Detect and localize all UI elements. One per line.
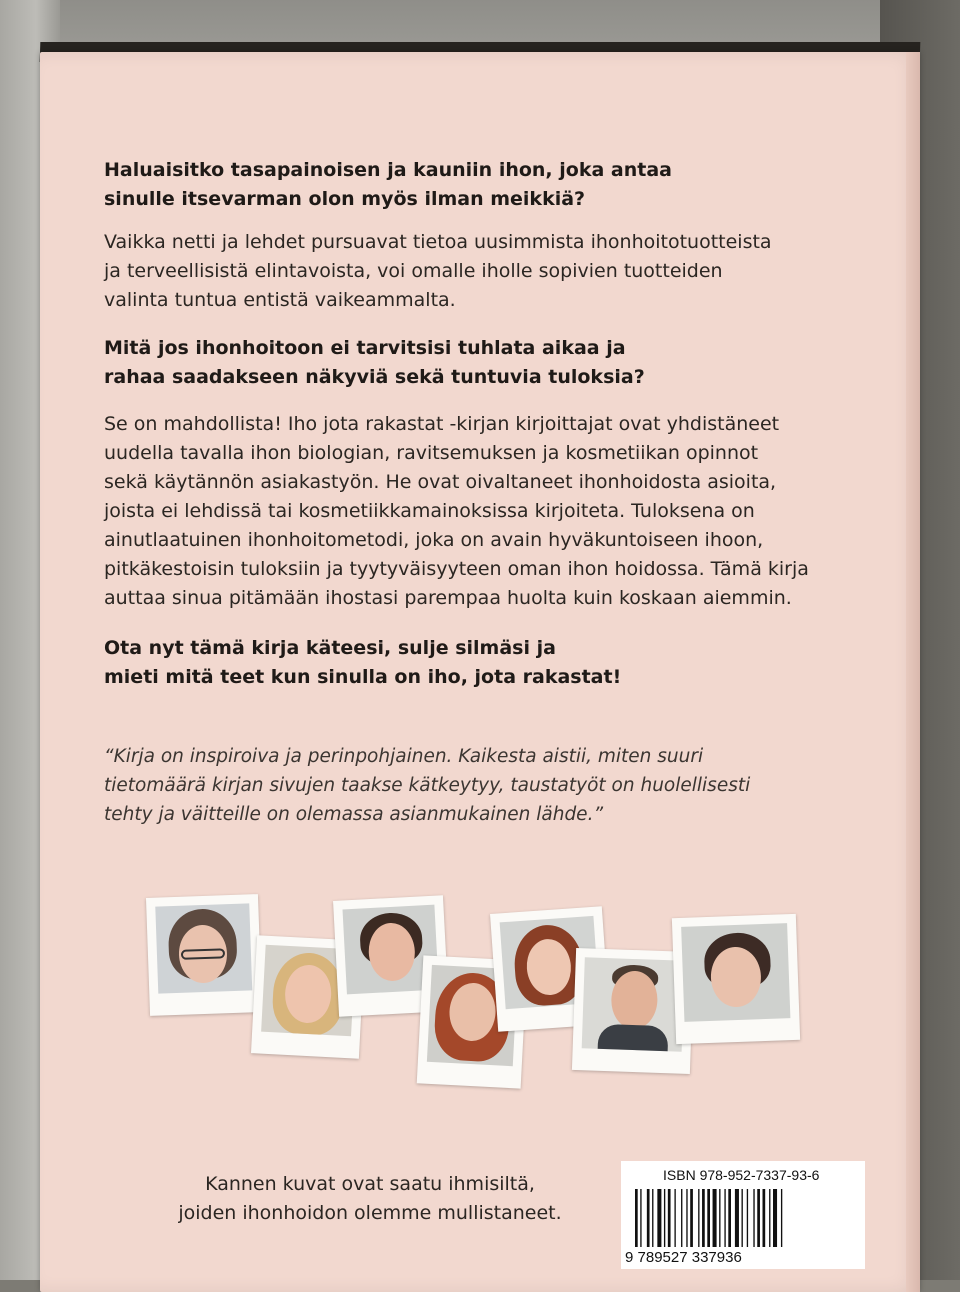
- caption-line: Kannen kuvat ovat saatu ihmisiltä,: [205, 1173, 535, 1195]
- paragraph-1-line: ja terveellisistä elintavoista, voi omalle iholle sopivien tuotteiden: [104, 260, 723, 282]
- paragraph-2-line: auttaa sinua pitämään ihostasi parempaa huolta kuin koskaan aiemmin.: [104, 587, 792, 609]
- paragraph-2-line: Se on mahdollista! Iho jota rakastat -kirjan kirjoittajat ovat yhdistäneet: [104, 413, 780, 435]
- heading-3-line: mieti mitä teet kun sinulla on iho, jota rakastat!: [104, 666, 622, 688]
- heading-1-line: sinulle itsevarman olon myös ilman meikkiä?: [104, 188, 586, 210]
- heading-2-line: rahaa saadakseen näkyviä sekä tuntuvia tuloksia?: [104, 366, 645, 388]
- heading-3: [104, 634, 854, 692]
- paragraph-2-line: ainutlaatuinen ihonhoitometodi, joka on avain hyväkuntoiseen ihoon,: [104, 529, 764, 551]
- isbn-digits: 9 789527 337936: [625, 1249, 742, 1266]
- caption-line: joiden ihonhoidon olemme mullistaneet.: [178, 1202, 562, 1224]
- paragraph-2-line: uudella tavalla ihon biologian, ravitsemuksen ja kosmetiikan opinnot: [104, 442, 759, 464]
- paragraph-2: [104, 410, 854, 613]
- paragraph-2-line: joista ei lehdissä tai kosmetiikkamainoksissa kirjoiteta. Tuloksena on: [104, 500, 755, 522]
- paragraph-1-line: Vaikka netti ja lehdet pursuavat tietoa uusimmista ihonhoitotuotteista: [104, 231, 772, 253]
- quote-line: “Kirja on inspiroiva ja perinpohjainen. Kaikesta aistii, miten suuri: [104, 746, 704, 767]
- barcode-bars: [635, 1189, 855, 1251]
- quote-line: tietomäärä kirjan sivujen taakse kätkeytyy, taustatyöt on huolellisesti: [104, 775, 751, 796]
- heading-3-line: Ota nyt tämä kirja käteesi, sulje silmäsi ja: [104, 637, 556, 659]
- review-quote: [104, 742, 854, 829]
- isbn-label: ISBN 978-952-7337-93-6: [663, 1167, 820, 1183]
- heading-1-line: Haluaisitko tasapainoisen ja kauniin ihon, joka antaa: [104, 159, 672, 181]
- paragraph-1-line: valinta tuntua entistä vaikeammalta.: [104, 289, 456, 311]
- book-page-edge: [906, 52, 920, 1292]
- heading-2: [104, 334, 854, 392]
- heading-2-line: Mitä jos ihonhoitoon ei tarvitsisi tuhlata aikaa ja: [104, 337, 626, 359]
- paragraph-1: [104, 228, 854, 315]
- polaroid-photo: [146, 894, 262, 1016]
- quote-line: tehty ja väitteille on olemassa asianmukainen lähde.”: [104, 804, 604, 825]
- isbn-barcode: [621, 1161, 865, 1269]
- paragraph-2-line: sekä käytännön asiakastyön. He ovat oivaltaneet ihonhoidosta asioita,: [104, 471, 777, 493]
- heading-1: [104, 156, 854, 214]
- polaroid-photo: [672, 914, 800, 1044]
- cover-photo-caption: [160, 1170, 580, 1228]
- paragraph-2-line: pitkäkestoisin tuloksiin ja tyytyväisyyteen oman ihon hoidossa. Tämä kirja: [104, 558, 809, 580]
